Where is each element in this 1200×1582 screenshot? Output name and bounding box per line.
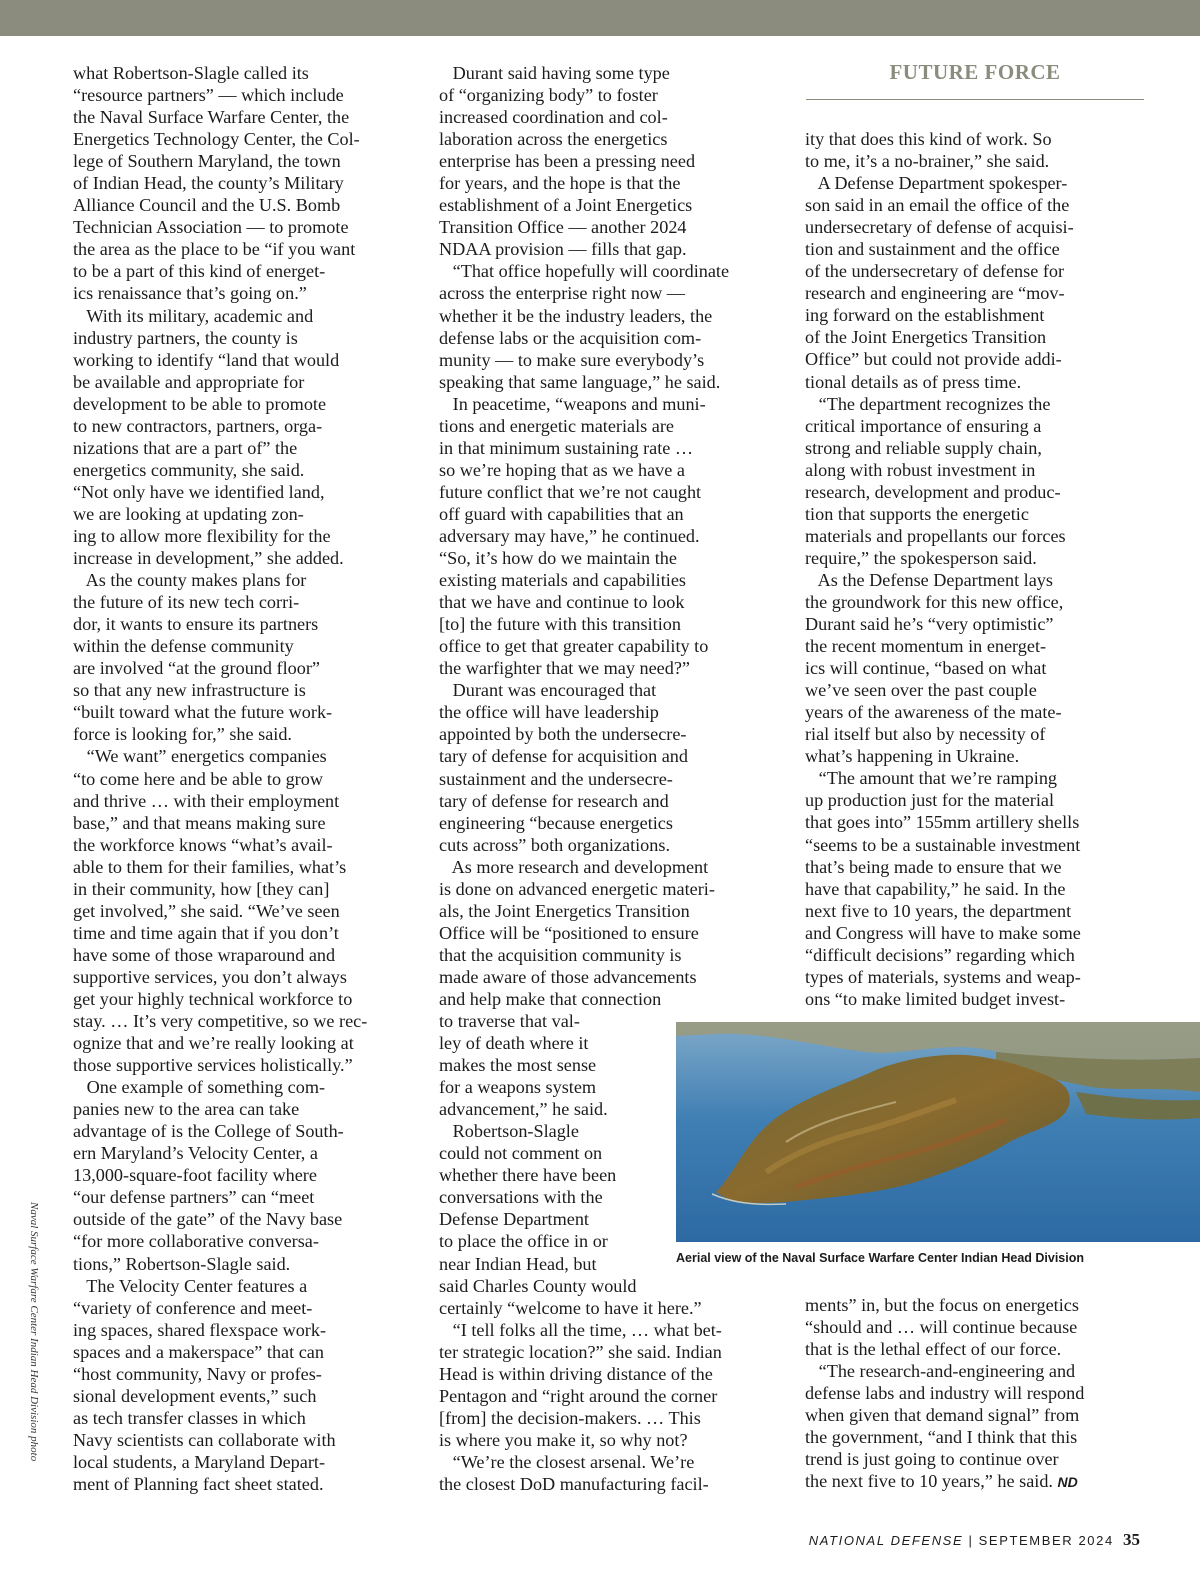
page-footer — [809, 1530, 1140, 1550]
section-divider — [806, 99, 1144, 100]
article-column-1: what Robertson-Slagle called its “resource partners” — which include the Naval Surface Warfare Center, the Energetics Technology Center, the Col- lege of Southern Maryland, the town of Indian Head, the county’s Military Alliance Council and the U.S. Bomb Technician Association — to promote the area as the place to be “if you want to be a part of this kind of energet- ics renaissance that’s going on.” With its military, academic and industry partners, the county is working to identify “land that would be available and appropriate for development to be able to promote to new contractors, partners, orga- nizations that are a part of” the energetics community, she said. “Not only have we identified land, we are looking at updating zon- ing to allow more flexibility for the increase in development,” she added. As the county makes plans for the future of its new tech corri- dor, it wants to ensure its partners within the defense community are involved “at the ground floor” so that any new infrastructure is “built toward what the future work- force is looking for,” she said. “We want” energetics companies “to come here and be able to grow and thrive … with their employment base,” and that means making sure the workforce knows “what’s avail- able to them for their families, what’s in their community, how [they can] get involved,” she said. “We’ve seen time and time again that if you don’t have some of those wraparound and supportive services, you don’t always get your highly technical workforce to stay. … It’s very competitive, so we rec- ognize that and we’re really looking at those supportive services holistically.” One example of something com- panies new to the area can take advantage of is the College of South- ern Maryland’s Velocity Center, a 13,000-square-foot facility where “our defense partners” can “meet outside of the gate” of the Navy base “for more collaborative conversa- tions,” Robertson-Slagle said. The Velocity Center features a “variety of conference and meet- ing spaces, shared flexspace work- spaces and a makerspace” that can “host community, Navy or profes- sional development events,” such as tech transfer classes in which Navy scientists can collaborate with local students, a Maryland Depart- ment of Planning fact sheet stated. — [73, 63, 368, 1494]
article-column-3-bottom — [805, 1294, 1084, 1493]
footer-separator: | — [968, 1533, 974, 1548]
photo-caption: Aerial view of the Naval Surface Warfare Center Indian Head Division — [676, 1251, 1084, 1265]
article-column-2: Durant said having some type of “organizing body” to foster increased coordination and col- laboration across the energetics enterprise has been a pressing need for years, and the hope is that the establishment of a Joint Energetics Transition Office — another 2024 NDAA provision — fills that gap. “That office hopefully will coordinate across the enterprise right now — whether it be the industry leaders, the defense labs or the acquisition com- munity — to make sure everybody’s speaking that same language,” he said. In peacetime, “weapons and muni- tions and energetic materials are in that minimum sustaining rate … so we’re hoping that as we have a future conflict that we’re not caught off guard with capabilities that an adversary may have,” he continued. “So, it’s how do we maintain the existing materials and capabilities that we have and continue to look [to] the future with this transition office to get that greater capability to the warfighter that we may need?” Durant was encouraged that the office will have leadership appointed by both the undersecre- tary of defense for acquisition and sustainment and the undersecre- tary of defense for research and engineering “because energetics cuts across” both organizations. As more research and development is done on advanced energetic materi- als, the Joint Energetics Transition Office will be “positioned to ensure that the acquisition community is made aware of those advancements and help make that connection to traverse that val- ley of death where it makes the most sense for a weapons system advancement,” he said. Robertson-Slagle could not comment on whether there have been conversations with the Defense Department to place the office in or near Indian Head, but said Charles County would certainly “welcome to have it here.” “I tell folks all the time, … what bet- ter strategic location?” she said. Indian Head is within driving distance of the Pentagon and “right around the corner [from] the decision-makers. … This is where you make it, so why not? “We’re the closest arsenal. We’re the closest DoD manufacturing facil- — [439, 63, 730, 1494]
page-number: 35 — [1123, 1530, 1140, 1549]
article-column-3-top: ity that does this kind of work. So to me, it’s a no-brainer,” she said. A Defense Department spokesper- son said in an email the office of the undersecretary of defense of acquisi- tion and sustainment and the office of the undersecretary of defense for research and engineering are “mov- ing forward on the establishment of the Joint Energetics Transition Office” but could not provide addi- tional details as of press time. “The department recognizes the critical importance of ensuring a strong and reliable supply chain, along with robust investment in research, development and produc- tion that supports the energetic materials and propellants our forces require,” the spokesperson said. As the Defense Department lays the groundwork for this new office, Durant said he’s “very optimistic” the recent momentum in energet- ics will continue, “based on what we’ve seen over the past couple years of the awareness of the mate- rial itself but also by necessity of what’s happening in Ukraine. “The amount that we’re ramping up production just for the material that goes into” 155mm artillery shells “seems to be a sustainable investment that’s being made to ensure that we have that capability,” he said. In the next five to 10 years, the department and Congress will have to make some “difficult decisions” regarding which types of materials, systems and weap- ons “to make limited budget invest- — [805, 129, 1081, 1009]
section-label: FUTURE FORCE — [889, 60, 1061, 84]
photo-credit-text: Naval Surface Warfare Center Indian Head Division photo — [28, 1202, 40, 1462]
aerial-photo — [676, 1022, 1200, 1242]
photo-credit — [28, 1202, 40, 1472]
end-mark: ND — [1057, 1474, 1078, 1491]
article-column-3-bottom-text: ments” in, but the focus on energetics “should and … will continue because that is the lethal effect of our force. “The research-and-engineering and defense labs and industry will respond when given that demand signal” from the government, “and I think that this trend is just going to continue over the next five to 10 years,” he said. — [805, 1295, 1085, 1492]
footer-issue: SEPTEMBER 2024 — [978, 1533, 1114, 1548]
footer-magazine: NATIONAL DEFENSE — [808, 1533, 964, 1548]
top-color-bar — [0, 0, 1200, 36]
